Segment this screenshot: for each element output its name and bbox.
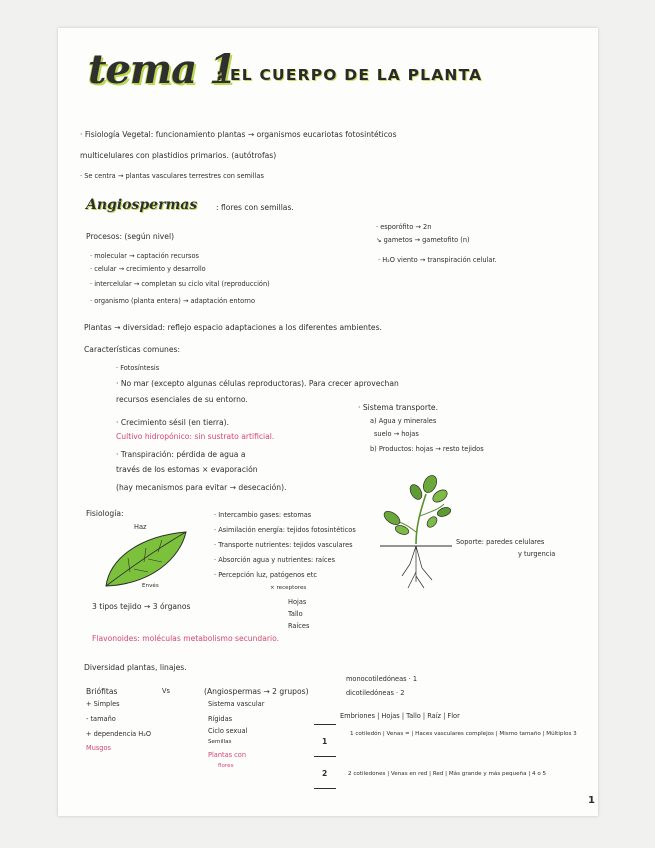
diversidad-title: Diversidad plantas, linajes. [84, 663, 187, 672]
page-number: 1 [588, 795, 595, 806]
angio-rigidas: Rígidas [208, 715, 233, 723]
row-2-content: 2 cotiledones | Venas en red | Red | Más grande y más pequeña | 4 o 5 [348, 771, 547, 777]
caract-recursos: recursos esenciales de su entorno. [116, 395, 248, 404]
intro-line-2: multicelulares con plastidios primarios. (autótrofas) [80, 151, 277, 160]
transporte-productos: b) Productos: hojas → resto tejidos [370, 445, 484, 453]
row-1-number: 1 [322, 737, 328, 746]
plant-drawing-icon [380, 472, 452, 592]
procesos-label: Procesos: (según nivel) [86, 232, 175, 241]
briofitas-tamano: - tamaño [86, 715, 116, 723]
haz-label: Haz [134, 523, 147, 531]
angio-grupos: (Angiospermas → 2 grupos) [204, 687, 309, 696]
organo-raices: Raíces [288, 622, 310, 630]
enves-label: Envés [142, 583, 159, 589]
transporte-suelo: suelo → hojas [374, 430, 419, 438]
leaf-drawing-icon [100, 528, 190, 592]
table-underline-3 [314, 788, 336, 789]
transporte-agua: a) Agua y minerales [370, 417, 437, 425]
vs-label: Vs [162, 687, 170, 695]
caract-estomas: través de los estomas × evaporación [116, 465, 258, 474]
proceso-celular: · celular → crecimiento y desarrollo [90, 265, 206, 273]
fisio-absorcion: · Absorción agua y nutrientes: raíces [214, 556, 336, 564]
angio-ciclo: Ciclo sexual [208, 727, 248, 735]
plantas-diversidad: Plantas → diversidad: reflejo espacio adaptaciones a los diferentes ambientes. [84, 323, 382, 332]
fisio-intercambio: · Intercambio gases: estomas [214, 511, 312, 519]
caract-fotosintesis: · Fotosíntesis [116, 364, 160, 372]
notes-page [58, 28, 598, 816]
table-underline-2 [314, 756, 336, 757]
caracteristicas-label: Características comunes: [84, 345, 181, 354]
briofitas-dependencia: + dependencia H₂O [86, 730, 152, 738]
gametos-note: ↘ gametos → gametofito (n) [376, 236, 470, 244]
fisio-receptores: × receptores [270, 585, 307, 591]
cultivo-hidroponico: Cultivo hidropónico: sin sustrato artificial. [116, 432, 275, 441]
tipos-tejido: 3 tipos tejido → 3 órganos [92, 602, 191, 611]
angiospermas-heading: Angiospermas [86, 197, 198, 213]
fisio-transporte: · Transporte nutrientes: tejidos vasculares [214, 541, 353, 549]
esporofito-note: · esporófito → 2n [376, 223, 432, 231]
title-subject: : EL CUERPO DE LA PLANTA [216, 66, 483, 84]
caract-no-mar: · No mar (excepto algunas células reproductoras). Para crecer aprovechan [116, 379, 399, 388]
fisio-percepcion: · Percepción luz, patógenos etc [214, 571, 317, 579]
fisio-asimilacion: · Asimilación energía: tejidos fotosintéticos [214, 526, 356, 534]
proceso-intercelular: · intercelular → completan su ciclo vital (reproducción) [90, 280, 270, 288]
title-tema: tema 1 [88, 46, 236, 93]
grupo-dicot: dicotiledóneas · 2 [346, 689, 405, 697]
grupo-monocot: monocotiledóneas · 1 [346, 675, 418, 683]
intro-line-1: · Fisiología Vegetal: funcionamiento plantas → organismos eucariotas fotosintéticos [80, 130, 397, 139]
table-header: Embriones | Hojas | Tallo | Raíz | Flor [340, 712, 460, 720]
intro-line-3: · Se centra → plantas vasculares terrestres con semillas [80, 172, 264, 180]
flavonoides-note: Flavonoides: moléculas metabolismo secundario. [92, 634, 280, 643]
caract-crecimiento: · Crecimiento sésil (en tierra). [116, 418, 230, 427]
organo-tallo: Tallo [288, 610, 303, 618]
briofitas-simples: + Simples [86, 700, 120, 708]
angio-semillas: Semillas [208, 739, 232, 745]
angio-sistema-vascular: Sistema vascular [208, 700, 265, 708]
caract-transpiracion: · Transpiración: pérdida de agua a [116, 450, 246, 459]
angio-flores: flores [218, 763, 234, 769]
soporte-note: Soporte: paredes celulares [456, 538, 545, 546]
row-2-number: 2 [322, 769, 328, 778]
proceso-molecular: · molecular → captación recursos [90, 252, 199, 260]
table-underline-1 [314, 724, 336, 725]
angiospermas-definition: : flores con semillas. [216, 203, 294, 212]
proceso-organismo: · organismo (planta entera) → adaptación entorno [90, 297, 256, 305]
fisiologia-label: Fisiología: [86, 509, 124, 518]
briofitas-label: Briófitas [86, 687, 118, 696]
row-1-content: 1 cotiledón | Venas = | Haces vasculares complejos | Mismo tamaño | Múltiplos 3 [350, 731, 577, 737]
caract-mecanismos: (hay mecanismos para evitar → desecación). [116, 483, 287, 492]
transpiracion-note: · H₂O viento → transpiración celular. [378, 256, 497, 264]
angio-plantas-con: Plantas con [208, 751, 247, 759]
turgencia-note: y turgencia [518, 550, 556, 558]
sistema-transporte: · Sistema transporte. [358, 403, 439, 412]
organo-hojas: Hojas [288, 598, 307, 606]
briofitas-musgos: Musgos [86, 744, 111, 752]
